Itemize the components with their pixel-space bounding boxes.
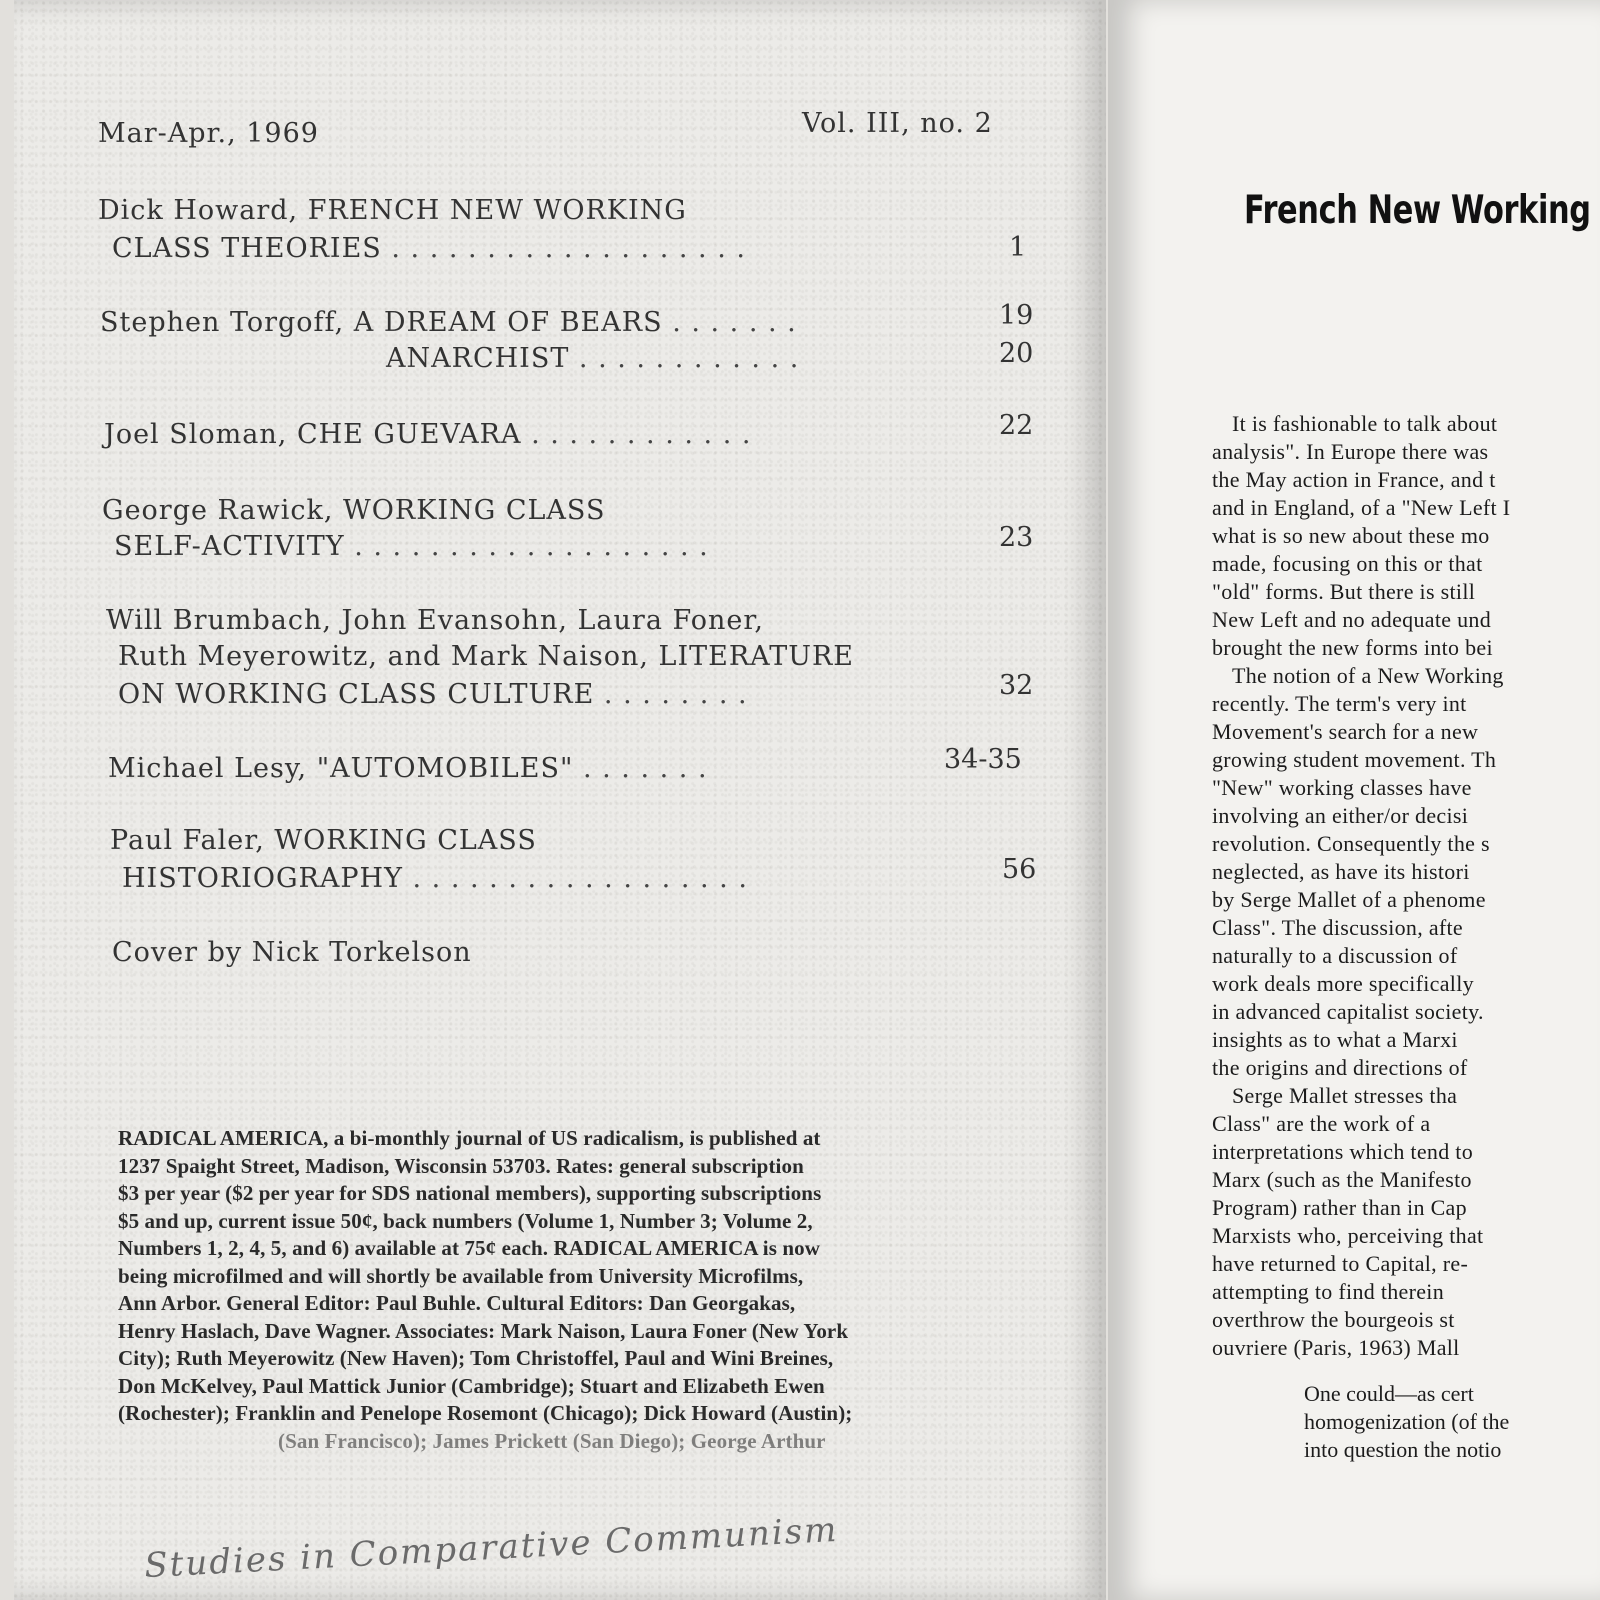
toc-entry-7-line2 — [122, 860, 748, 898]
toc-authors: Will Brumbach, John Evansohn, Laura Foner, — [106, 605, 764, 636]
body-line: Class" are the work of a — [1212, 1111, 1431, 1136]
body-line: insights as to what a Marxi — [1212, 1027, 1458, 1052]
toc-entry-2-line2 — [386, 340, 799, 378]
body-line: The notion of a New Working — [1232, 663, 1504, 688]
body-line: brought the new forms into bei — [1212, 635, 1493, 660]
body-line: attempting to find therein — [1212, 1279, 1445, 1304]
toc-title: CHE GUEVARA — [296, 419, 522, 450]
body-line: It is fashionable to talk about — [1232, 411, 1498, 436]
toc-authors: Ruth Meyerowitz, and Mark Naison, — [118, 641, 649, 672]
volume-number: Vol. III, no. 2 — [802, 108, 993, 139]
toc-author: George Rawick, — [102, 495, 334, 526]
dot-leader: . . . . . . . . . . . . — [578, 343, 800, 374]
masthead-line: Numbers 1, 2, 4, 5, and 6) available at 75¢ each. RADICAL AMERICA is now — [118, 1236, 820, 1260]
toc-title: "AUTOMOBILES" — [316, 753, 574, 784]
toc-page-number: 34-35 — [944, 744, 1022, 775]
dot-leader: . . . . . . . — [582, 753, 708, 784]
toc-entry-7 — [110, 822, 537, 860]
body-line: "New" working classes have — [1212, 775, 1472, 800]
body-line: "old" forms. But there is still — [1212, 579, 1476, 604]
body-line: Marxists who, perceiving that — [1212, 1223, 1484, 1248]
block-quote — [1304, 1380, 1509, 1464]
toc-page-number: 32 — [999, 670, 1034, 701]
body-line: analysis". In Europe there was — [1212, 439, 1489, 464]
toc-entry-6 — [108, 750, 708, 788]
toc-entry-2 — [100, 304, 797, 342]
body-line: recently. The term's very int — [1212, 691, 1467, 716]
body-line: the May action in France, and t — [1212, 467, 1496, 492]
body-line: involving an either/or decisi — [1212, 803, 1469, 828]
quote-line: homogenization (of the — [1304, 1409, 1510, 1434]
toc-title: WORKING CLASS — [274, 825, 537, 856]
toc-title: LITERATURE — [658, 641, 854, 672]
toc-page-number: 1 — [1009, 232, 1027, 263]
body-line: have returned to Capital, re- — [1212, 1251, 1469, 1276]
toc-page-number: 22 — [999, 410, 1034, 441]
masthead-line: $5 and up, current issue 50¢, back numbers (Volume 1, Number 3; Volume 2, — [118, 1208, 813, 1233]
body-line: work deals more specifically — [1212, 971, 1474, 996]
body-line: Movement's search for a new — [1212, 719, 1479, 744]
toc-page-number: 20 — [999, 338, 1034, 369]
toc-entry-1-line2 — [112, 230, 746, 268]
toc-page-number: 19 — [999, 300, 1034, 331]
masthead-line: 1237 Spaight Street, Madison, Wisconsin 53703. Rates: general subscription — [118, 1153, 804, 1178]
masthead-block — [118, 1125, 1008, 1455]
toc-title: ON WORKING CLASS CULTURE — [118, 679, 595, 710]
dot-leader: . . . . . . . . . . . . . . . . . . — [412, 863, 748, 894]
handwritten-note: Studies in Comparative Communism — [143, 1509, 840, 1587]
masthead-line: Ann Arbor. General Editor: Paul Buhle. Cultural Editors: Dan Georgakas, — [118, 1291, 796, 1315]
toc-entry-4-line2 — [114, 528, 709, 566]
toc-entry-1 — [98, 192, 687, 230]
dot-leader: . . . . . . . . — [603, 679, 748, 710]
toc-entry-3 — [104, 416, 751, 454]
body-line: New Left and no adequate und — [1212, 607, 1492, 632]
issue-date: Mar-Apr., 1969 — [98, 118, 319, 149]
body-line: what is so new about these mo — [1212, 523, 1490, 548]
quote-line: One could—as cert — [1304, 1381, 1474, 1406]
body-line: Marx (such as the Manifesto — [1212, 1167, 1472, 1192]
body-line: naturally to a discussion of — [1212, 943, 1458, 968]
right-page — [1108, 0, 1600, 1600]
toc-author: Paul Faler, — [110, 825, 265, 856]
toc-page-number: 23 — [999, 522, 1034, 553]
toc-entry-5 — [106, 602, 764, 640]
masthead-line: (San Francisco); James Prickett (San Diego); George Arthur — [278, 1428, 826, 1453]
masthead-line: Henry Haslach, Dave Wagner. Associates: Mark Naison, Laura Foner (New York — [118, 1318, 849, 1343]
toc-title: CLASS THEORIES — [112, 233, 382, 264]
toc-author: Dick Howard, — [98, 195, 299, 226]
toc-title: FRENCH NEW WORKING — [307, 195, 687, 226]
toc-author: Joel Sloman, — [104, 419, 288, 450]
left-page — [14, 0, 1106, 1600]
article-body — [1212, 410, 1600, 1362]
body-line: and in England, of a "New Left I — [1212, 495, 1511, 520]
article-title: French New Working — [1244, 188, 1591, 233]
toc-page-number: 56 — [1002, 854, 1037, 885]
dot-leader: . . . . . . . — [672, 307, 797, 338]
body-line: neglected, as have its histori — [1212, 859, 1470, 884]
body-line: growing student movement. Th — [1212, 747, 1497, 772]
masthead-line: Don McKelvey, Paul Mattick Junior (Cambridge); Stuart and Elizabeth Ewen — [118, 1373, 825, 1398]
dot-leader: . . . . . . . . . . . . . . . . . . . — [354, 531, 709, 562]
masthead-line: City); Ruth Meyerowitz (New Haven); Tom Christoffel, Paul and Wini Breines, — [118, 1346, 834, 1370]
toc-entry-5-line3 — [118, 676, 748, 714]
toc-entry-5-line2 — [118, 638, 854, 676]
body-line: made, focusing on this or that — [1212, 551, 1483, 576]
body-line: interpretations which tend to — [1212, 1139, 1474, 1164]
body-line: revolution. Consequently the s — [1212, 831, 1490, 856]
body-line: Program) rather than in Cap — [1212, 1195, 1467, 1220]
toc-title: A DREAM OF BEARS — [353, 307, 663, 338]
body-line: by Serge Mallet of a phenome — [1212, 887, 1486, 912]
toc-title: ANARCHIST — [386, 343, 570, 374]
masthead-line: (Rochester); Franklin and Penelope Rosemont (Chicago); Dick Howard (Austin); — [118, 1401, 853, 1425]
body-line: Class". The discussion, afte — [1212, 915, 1464, 940]
toc-entry-4 — [102, 492, 605, 530]
body-line: ouvriere (Paris, 1963) Mall — [1212, 1335, 1460, 1360]
dot-leader: . . . . . . . . . . . . — [531, 419, 752, 450]
body-line: the origins and directions of — [1212, 1055, 1468, 1080]
toc-title: WORKING CLASS — [343, 495, 606, 526]
masthead-line: $3 per year ($2 per year for SDS national members), supporting subscriptions — [118, 1181, 822, 1205]
body-line: in advanced capitalist society. — [1212, 999, 1484, 1024]
toc-title: SELF-ACTIVITY — [114, 531, 345, 562]
toc-title: HISTORIOGRAPHY — [122, 863, 403, 894]
cover-credit: Cover by Nick Torkelson — [112, 937, 472, 968]
body-line: overthrow the bourgeois st — [1212, 1307, 1455, 1332]
masthead-line: RADICAL AMERICA, a bi-monthly journal of US radicalism, is published at — [118, 1126, 821, 1150]
body-line: Serge Mallet stresses tha — [1232, 1083, 1458, 1108]
toc-author: Stephen Torgoff, — [100, 307, 345, 338]
toc-author: Michael Lesy, — [108, 753, 308, 784]
quote-line: into question the notio — [1304, 1437, 1502, 1462]
masthead-line: being microfilmed and will shortly be available from University Microfilms, — [118, 1263, 804, 1288]
dot-leader: . . . . . . . . . . . . . . . . . . . — [391, 233, 746, 264]
